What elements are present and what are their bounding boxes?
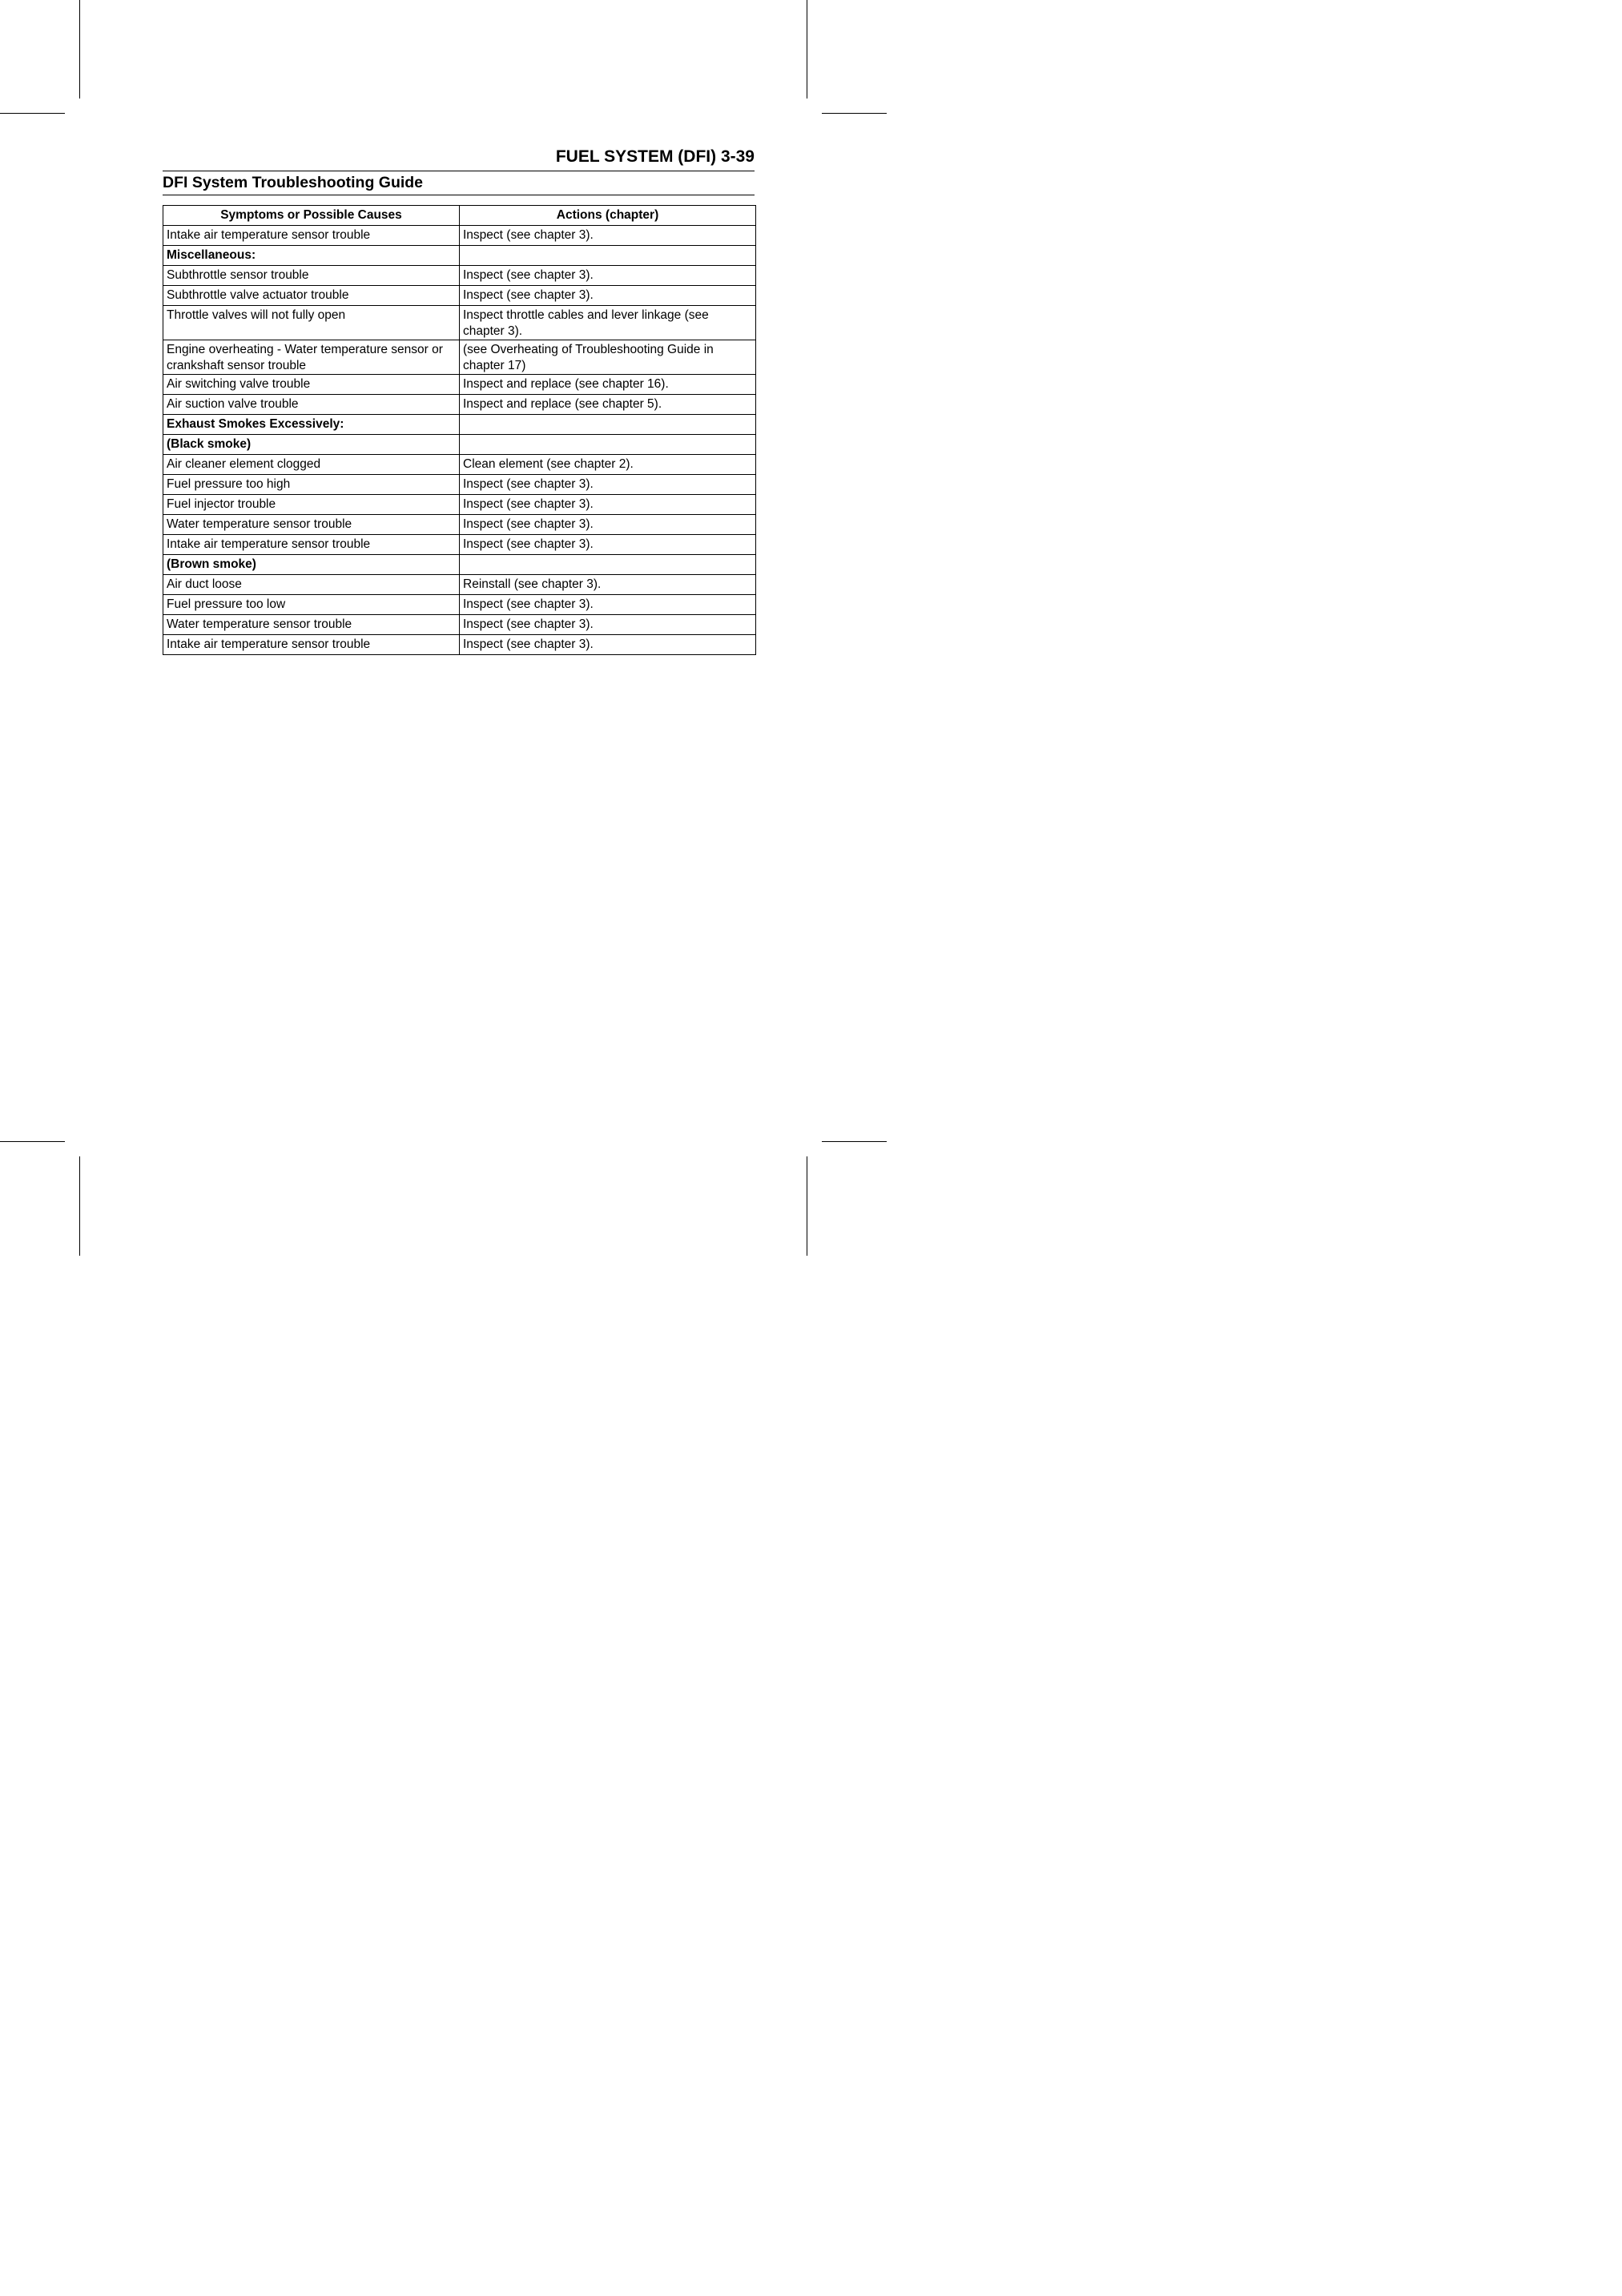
cause-cell: Engine overheating - Water temperature sensor or crankshaft sensor trouble	[163, 340, 460, 375]
action-cell: Inspect (see chapter 3).	[460, 595, 756, 615]
table-row	[163, 226, 756, 246]
cause-cell: Fuel pressure too low	[163, 595, 460, 615]
action-cell: Inspect (see chapter 3).	[460, 615, 756, 635]
action-cell	[460, 246, 756, 266]
table-row	[163, 340, 756, 375]
section-title: DFI System Troubleshooting Guide	[163, 171, 755, 195]
table-row	[163, 306, 756, 340]
action-cell: Inspect (see chapter 3).	[460, 286, 756, 306]
cause-cell: Air suction valve trouble	[163, 395, 460, 415]
cause-cell: Subthrottle valve actuator trouble	[163, 286, 460, 306]
cause-cell: Fuel pressure too high	[163, 475, 460, 495]
cause-cell: Intake air temperature sensor trouble	[163, 635, 460, 655]
crop-mark	[0, 113, 65, 114]
cause-cell: Water temperature sensor trouble	[163, 515, 460, 535]
cause-cell: Exhaust Smokes Excessively:	[163, 415, 460, 435]
action-cell: Inspect (see chapter 3).	[460, 535, 756, 555]
running-header	[163, 146, 755, 171]
action-cell: Inspect (see chapter 3).	[460, 226, 756, 246]
table-row	[163, 555, 756, 575]
troubleshooting-table	[163, 205, 756, 655]
action-cell: Inspect (see chapter 3).	[460, 475, 756, 495]
cause-cell: Water temperature sensor trouble	[163, 615, 460, 635]
table-row	[163, 595, 756, 615]
table-row	[163, 535, 756, 555]
action-cell: Reinstall (see chapter 3).	[460, 575, 756, 595]
action-cell	[460, 435, 756, 455]
table-row	[163, 286, 756, 306]
cause-cell: Air cleaner element clogged	[163, 455, 460, 475]
column-header-causes: Symptoms or Possible Causes	[163, 206, 460, 226]
cause-cell: Air duct loose	[163, 575, 460, 595]
table-row	[163, 475, 756, 495]
cause-cell: Air switching valve trouble	[163, 375, 460, 395]
page-header-title: FUEL SYSTEM (DFI) 3-39	[555, 147, 755, 166]
table-row	[163, 375, 756, 395]
action-cell: Inspect (see chapter 3).	[460, 495, 756, 515]
table-row	[163, 495, 756, 515]
action-cell: Clean element (see chapter 2).	[460, 455, 756, 475]
cause-cell: Throttle valves will not fully open	[163, 306, 460, 340]
action-cell: Inspect (see chapter 3).	[460, 635, 756, 655]
cause-cell: Miscellaneous:	[163, 246, 460, 266]
cause-cell: Intake air temperature sensor trouble	[163, 226, 460, 246]
action-cell: Inspect throttle cables and lever linkage (see chapter 3).	[460, 306, 756, 340]
table-row	[163, 615, 756, 635]
crop-mark	[822, 1141, 887, 1142]
table-row	[163, 575, 756, 595]
crop-mark	[822, 113, 887, 114]
crop-mark	[79, 1156, 80, 1256]
action-cell	[460, 555, 756, 575]
table-row	[163, 455, 756, 475]
action-cell: Inspect and replace (see chapter 5).	[460, 395, 756, 415]
crop-mark	[79, 0, 80, 99]
action-cell: Inspect (see chapter 3).	[460, 266, 756, 286]
table-row	[163, 515, 756, 535]
cause-cell: Intake air temperature sensor trouble	[163, 535, 460, 555]
cause-cell: Subthrottle sensor trouble	[163, 266, 460, 286]
table-row	[163, 415, 756, 435]
action-cell: (see Overheating of Troubleshooting Guide in chapter 17)	[460, 340, 756, 375]
table-row	[163, 395, 756, 415]
table-row	[163, 635, 756, 655]
action-cell	[460, 415, 756, 435]
table-row	[163, 246, 756, 266]
cause-cell: Fuel injector trouble	[163, 495, 460, 515]
action-cell: Inspect (see chapter 3).	[460, 515, 756, 535]
table-header-row	[163, 206, 756, 226]
crop-mark	[0, 1141, 65, 1142]
action-cell: Inspect and replace (see chapter 16).	[460, 375, 756, 395]
cause-cell: (Brown smoke)	[163, 555, 460, 575]
column-header-actions: Actions (chapter)	[460, 206, 756, 226]
table-row	[163, 435, 756, 455]
cause-cell: (Black smoke)	[163, 435, 460, 455]
table-row	[163, 266, 756, 286]
table-body	[163, 226, 756, 655]
